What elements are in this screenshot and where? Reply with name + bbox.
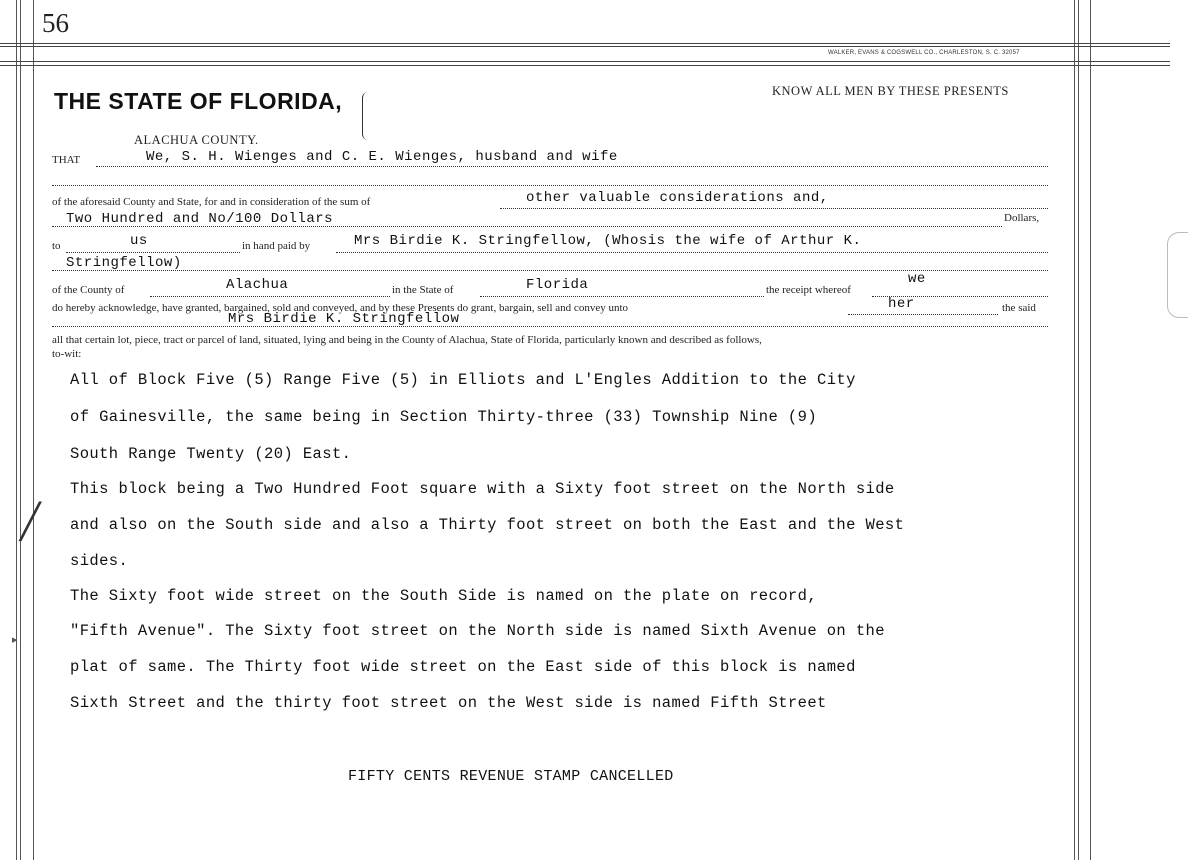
fill-line	[52, 185, 1048, 186]
fill-line	[96, 166, 1048, 167]
to-wit-label: to-wit:	[52, 348, 82, 360]
brace	[362, 92, 371, 140]
description-line: The Sixty foot wide street on the South Side is named on the plate on record,	[70, 587, 818, 605]
printer-line: WALKER, EVANS & COGSWELL CO., CHARLESTON, S. C. 32057	[828, 50, 1020, 56]
consideration-field: other valuable considerations and,	[526, 190, 829, 206]
fill-line	[480, 296, 764, 297]
description-line: This block being a Two Hundred Foot square with a Sixty foot street on the North side	[70, 480, 895, 498]
know-all-heading: KNOW ALL MEN BY THESE PRESENTS	[772, 84, 1009, 98]
to-label: to	[52, 240, 61, 252]
top-rule	[0, 43, 1170, 44]
receipt-field: we	[908, 271, 926, 287]
description-line: sides.	[70, 552, 129, 570]
fill-line	[52, 326, 1048, 327]
description-line: South Range Twenty (20) East.	[70, 445, 352, 463]
left-border-rule	[16, 0, 17, 860]
description-line: Sixth Street and the thirty foot street on the West side is named Fifth Street	[70, 694, 827, 712]
page-number: 56	[42, 8, 69, 38]
dollars-label: Dollars,	[1004, 212, 1040, 224]
fill-line	[500, 208, 1048, 209]
top-rule	[0, 65, 1170, 66]
fill-line	[848, 314, 998, 315]
paid-by-label: in hand paid by	[242, 240, 311, 252]
county-heading: ALACHUA COUNTY.	[134, 133, 259, 147]
description-line: and also on the South side and also a Thirty foot street on both the East and the West	[70, 516, 905, 534]
state-field: Florida	[526, 277, 589, 293]
acknowledge-label: do hereby acknowledge, have granted, bargained, sold and conveyed, and by these Presents do grant, bargain, sell and convey unto	[52, 302, 629, 314]
grantee-field: Mrs Birdie K. Stringfellow, (Whosis the wife of Arthur K.	[354, 233, 862, 249]
top-rule	[0, 46, 1170, 47]
state-heading: THE STATE OF FLORIDA,	[54, 88, 343, 114]
left-margin-rule	[33, 0, 34, 860]
left-border-rule	[20, 0, 21, 860]
said-grantee-field: Mrs Birdie K. Stringfellow	[228, 311, 460, 327]
parcel-text: all that certain lot, piece, tract or parcel of land, situated, lying and being in the County of Alachua, State of Florida, particularly known and described as follows,	[52, 334, 762, 346]
fill-line	[150, 296, 390, 297]
grantors-field: We, S. H. Wienges and C. E. Wienges, husband and wife	[146, 149, 618, 165]
fill-line	[52, 226, 1002, 227]
margin-mark: ▸	[12, 634, 18, 646]
fill-line	[336, 252, 1048, 253]
right-margin-rule	[1074, 0, 1075, 860]
the-said-label: the said	[1002, 302, 1036, 314]
county-field: Alachua	[226, 277, 289, 293]
binder-clip	[1167, 232, 1188, 318]
amount-field: Two Hundred and No/100 Dollars	[66, 211, 334, 227]
unto-field: her	[888, 296, 915, 312]
right-border-rule	[1090, 0, 1091, 860]
consideration-label: of the aforesaid County and State, for and in consideration of the sum of	[52, 196, 371, 208]
top-rule	[0, 61, 1170, 62]
description-line: "Fifth Avenue". The Sixty foot street on the North side is named Sixth Avenue on the	[70, 622, 885, 640]
stamp-note: FIFTY CENTS REVENUE STAMP CANCELLED	[348, 768, 674, 785]
check-mark: ╱	[20, 504, 41, 541]
description-line: of Gainesville, the same being in Section Thirty-three (33) Township Nine (9)	[70, 408, 818, 426]
grantee-continuation: Stringfellow)	[66, 255, 182, 271]
in-state-label: in the State of	[392, 284, 454, 296]
to-field: us	[130, 233, 148, 249]
that-label: THAT	[52, 154, 81, 166]
description-line: All of Block Five (5) Range Five (5) in Elliots and L'Engles Addition to the City	[70, 371, 856, 389]
right-margin-rule	[1078, 0, 1079, 860]
description-line: plat of same. The Thirty foot wide street on the East side of this block is named	[70, 658, 856, 676]
receipt-label: the receipt whereof	[766, 284, 851, 296]
fill-line	[66, 252, 240, 253]
of-county-label: of the County of	[52, 284, 125, 296]
fill-line	[52, 270, 1048, 271]
